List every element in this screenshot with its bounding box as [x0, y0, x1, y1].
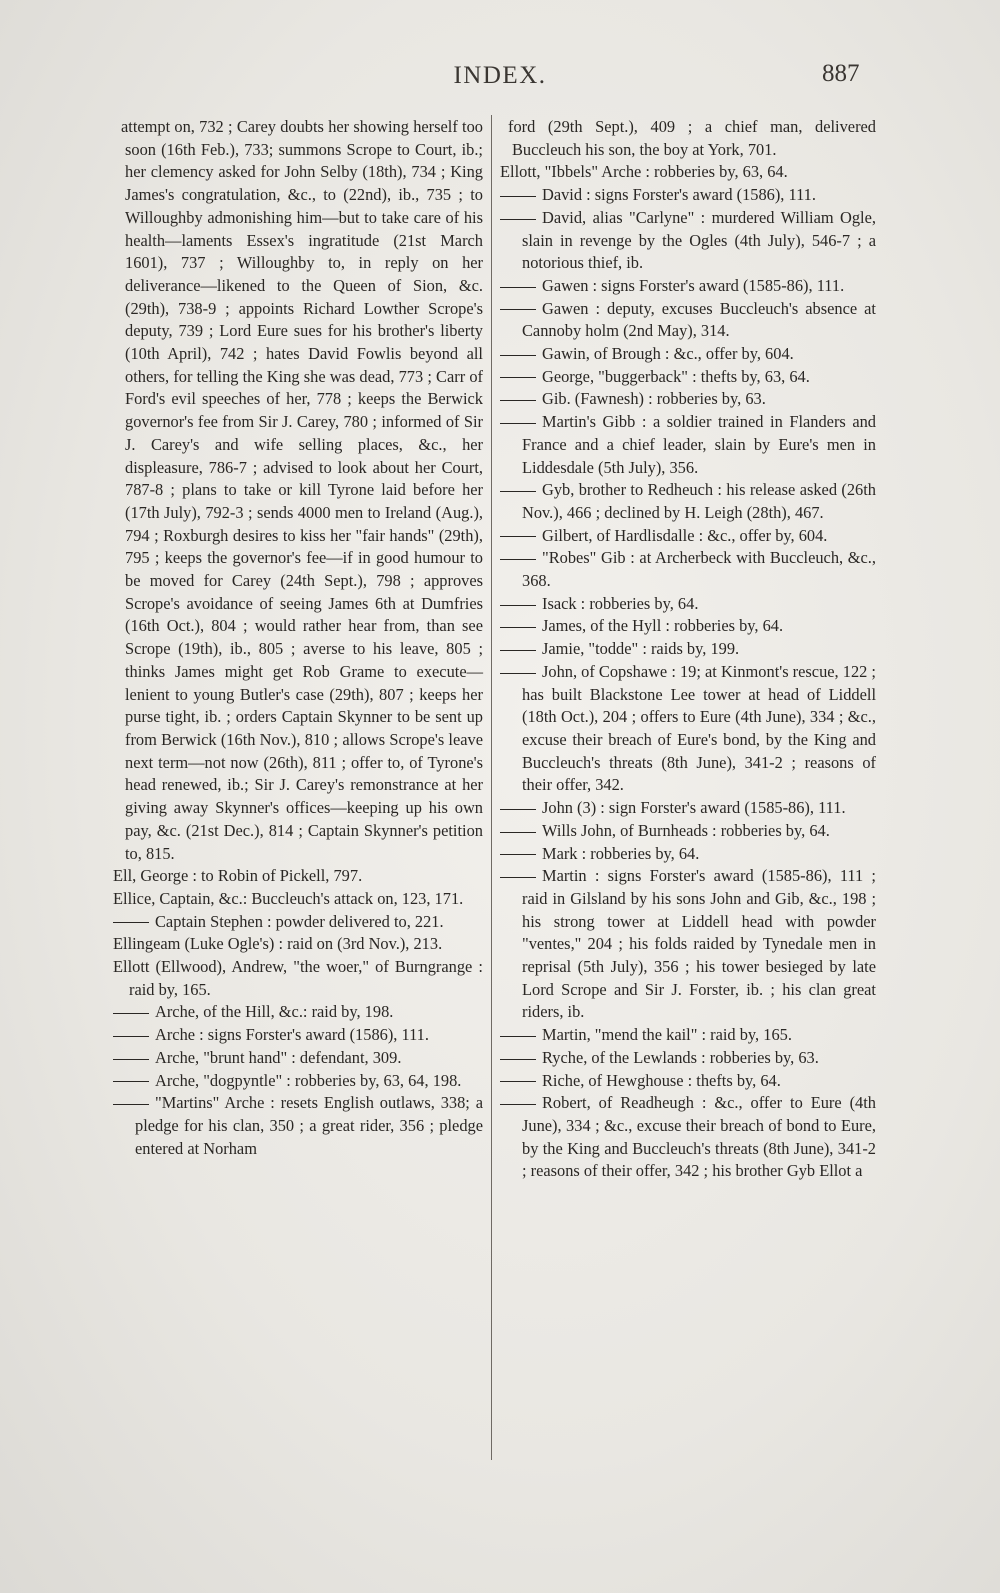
entry-text: Ellingeam (Luke Ogle's) : raid on (3rd Nov.), 213. [113, 934, 443, 954]
index-subentry [500, 525, 876, 548]
ditto-dash [500, 854, 536, 855]
ditto-dash [113, 1104, 149, 1105]
entry-text: Mark : robberies by, 64. [542, 843, 700, 863]
ditto-dash [500, 1081, 536, 1082]
index-entry [113, 933, 483, 956]
ditto-dash [500, 1104, 536, 1105]
index-subentry [500, 1047, 876, 1070]
ditto-dash [500, 1036, 536, 1037]
entry-text: Arche : signs Forster's award (1586), 111. [155, 1025, 429, 1045]
ditto-dash [500, 377, 536, 378]
index-subentry [500, 547, 876, 592]
entry-text: Arche, "dogpyntle" : robberies by, 63, 64, 198. [155, 1070, 462, 1090]
index-entry-continuation [500, 116, 876, 161]
ditto-dash [500, 673, 536, 674]
entry-text: David : signs Forster's award (1586), 111. [542, 185, 816, 205]
entry-text: John (3) : sign Forster's award (1585-86), 111. [542, 798, 846, 818]
entry-text: Martin : signs Forster's award (1585-86), 111 ; raid in Gilsland by his sons John and Gib, &c., 198 ; his strong tower at Liddell head with powder "ventes," 204 ; his folds raided by Tynedale men in reprisal (5th July), 356 ; his tower besieged by late Lord Scrope and Sir J. Forster, ib. ; his clan great riders, ib. [522, 866, 876, 1022]
ditto-dash [113, 1013, 149, 1014]
ditto-dash [500, 536, 536, 537]
index-subentry [500, 593, 876, 616]
entry-text: Wills John, of Burnheads : robberies by, 64. [542, 820, 830, 840]
index-subentry [113, 911, 483, 934]
ditto-dash [500, 1059, 536, 1060]
index-subentry [500, 1092, 876, 1183]
index-subentry [500, 1070, 876, 1093]
entry-text: Gib. (Fawnesh) : robberies by, 63. [542, 389, 766, 409]
page-number: 887 [822, 60, 860, 87]
index-subentry [500, 638, 876, 661]
ditto-dash [500, 287, 536, 288]
entry-text: Jamie, "todde" : raids by, 199. [542, 639, 740, 659]
index-subentry [500, 275, 876, 298]
index-subentry [500, 184, 876, 207]
index-entry [113, 865, 483, 888]
index-subentry [113, 1047, 483, 1070]
entry-text: James, of the Hyll : robberies by, 64. [542, 616, 784, 636]
entry-text: George, "buggerback" : thefts by, 63, 64. [542, 366, 810, 386]
index-subentry [500, 615, 876, 638]
entry-text: Martin's Gibb : a soldier trained in Flanders and France and a chief leader, slain by Eure's men in Liddesdale (5th July), 356. [522, 412, 876, 477]
entry-text: Isack : robberies by, 64. [542, 593, 699, 613]
index-subentry [500, 388, 876, 411]
index-subentry [113, 1001, 483, 1024]
entry-text: Gyb, brother to Redheuch : his release asked (26th Nov.), 466 ; declined by H. Leigh (28th), 467. [522, 480, 876, 522]
ditto-dash [500, 219, 536, 220]
right-column [500, 116, 876, 1183]
ditto-dash [500, 832, 536, 833]
index-subentry [500, 479, 876, 524]
index-subentry [500, 1024, 876, 1047]
entry-text: Ryche, of the Lewlands : robberies by, 63. [542, 1047, 819, 1067]
entry-text: attempt on, 732 ; Carey doubts her showing herself too soon (16th Feb.), 733; summons Scrope to Court, ib.; her clemency asked for John Selby (18th), 734 ; King James's congratulation, &c., to (22nd), ib., 735 ; to Willoughby admonishing him—but to take care of his health—laments Essex's ingratitude (21st March 1601), 737 ; Willoughby to, in reply on her deliverance—likened to the Queen of Sion, &c. (29th), 738-9 ; appoints Richard Lowther Scrope's deputy, 739 ; Lord Eure sues for his brother's liberty (10th April), 742 ; hates David Fowlis beyond all others, for telling the King she was dead, 773 ; Carr of Ford's evil speeches of her, 778 ; keeps the Berwick governor's fee from Sir J. Carey, 780 ; informed of Sir J. Carey's and wife selling places, &c., her displeasure, 786-7 ; advised to look about her Court, 787-8 ; plans to take or kill Tyrone laid before her (17th July), 792-3 ; sends 4000 men to Ireland (Aug.), 794 ; Roxburgh desires to kiss her "fair hands" (29th), 795 ; keeps the governor's fee—if in good humour to be moved for Carey (24th Sept.), 798 ; approves Scrope's avoidance of seeing James 6th at Dumfries (16th Oct.), 804 ; would rather hear from, than see Scrope (19th), ib., 805 ; averse to his leave, 805 ; thinks James might get Rob Grame to execute—lenient to young Butler's case (29th), 807 ; keeps her purse tight, ib. ; orders Captain Skynner to be sent up from Berwick (16th Nov.), 810 ; allows Scrope's leave next term—not now (26th), 811 ; offer to, of Tyrone's head renewed, ib.; Sir J. Carey's remonstrance at her giving away Skynner's offices—keeping up his own pay, &c. (21st Dec.), 814 ; Captain Skynner's petition to, 815. [121, 117, 483, 863]
ditto-dash [113, 1059, 149, 1060]
index-entry [113, 888, 483, 911]
ditto-dash [500, 196, 536, 197]
index-subentry [500, 207, 876, 275]
index-subentry [500, 797, 876, 820]
entry-text: Arche, of the Hill, &c.: raid by, 198. [155, 1002, 394, 1022]
entry-text: "Martins" Arche : resets English outlaws, 338; a pledge for his clan, 350 ; a great rider, 356 ; pledge entered at Norham [135, 1093, 483, 1158]
index-subentry [113, 1092, 483, 1160]
entry-text: Robert, of Readheugh : &c., offer to Eure (4th June), 334 ; &c., excuse their breach of bond to Eure, by the King and Buccleuch's threats (8th June), 341-2 ; reasons of their offer, 342 ; his brother Gyb Ellot a [522, 1093, 876, 1181]
ditto-dash [500, 309, 536, 310]
entry-text: Riche, of Hewghouse : thefts by, 64. [542, 1070, 781, 1090]
entry-text: Gawin, of Brough : &c., offer by, 604. [542, 344, 794, 364]
ditto-dash [113, 922, 149, 923]
index-subentry [500, 865, 876, 1024]
entry-text: David, alias "Carlyne" : murdered William Ogle, slain in revenge by the Ogles (4th July), 546-7 ; a notorious thief, ib. [522, 207, 876, 273]
index-subentry [113, 1024, 483, 1047]
ditto-dash [113, 1081, 149, 1082]
index-entry [500, 161, 876, 184]
running-title: INDEX. [453, 62, 547, 89]
index-subentry [500, 411, 876, 479]
ditto-dash [500, 877, 536, 878]
entry-text: Gilbert, of Hardlisdalle : &c., offer by, 604. [542, 525, 828, 545]
entry-text: "Robes" Gib : at Archerbeck with Buccleuch, &c., 368. [522, 548, 876, 591]
entry-text: Gawen : signs Forster's award (1585-86), 111. [542, 275, 845, 295]
entry-text: Ell, George : to Robin of Pickell, 797. [113, 866, 363, 886]
ditto-dash [500, 650, 536, 651]
entry-text: Ellott (Ellwood), Andrew, "the woer," of Burngrange : raid by, 165. [113, 957, 483, 999]
ditto-dash [500, 605, 536, 606]
ditto-dash [500, 809, 536, 810]
index-subentry [500, 843, 876, 866]
ditto-dash [500, 400, 536, 401]
column-divider [491, 115, 492, 1460]
index-subentry [500, 366, 876, 389]
entry-text: Ellott, "Ibbels" Arche : robberies by, 63, 64. [500, 162, 788, 182]
entry-text: Ellice, Captain, &c.: Buccleuch's attack on, 123, 171. [113, 888, 464, 908]
index-subentry [500, 820, 876, 843]
ditto-dash [500, 355, 536, 356]
entry-text: ford (29th Sept.), 409 ; a chief man, delivered Buccleuch his son, the boy at York, 701. [508, 117, 876, 159]
entry-text: John, of Copshawe : 19; at Kinmont's rescue, 122 ; has built Blackstone Lee tower at head of Liddell (18th Oct.), 204 ; offers to Eure (4th June), 334 ; &c., excuse their breach of Eure's bond, by the King and Buccleuch's threats (8th June), 341-2 ; reasons of their offer, 342. [522, 661, 876, 795]
ditto-dash [500, 491, 536, 492]
index-entry-continuation [113, 116, 483, 865]
entry-text: Gawen : deputy, excuses Buccleuch's absence at Cannoby holm (2nd May), 314. [522, 298, 876, 341]
index-entry [113, 956, 483, 1001]
index-subentry [500, 343, 876, 366]
index-subentry [500, 298, 876, 343]
entry-text: Martin, "mend the kail" : raid by, 165. [542, 1025, 792, 1045]
index-subentry [500, 661, 876, 797]
ditto-dash [500, 423, 536, 424]
ditto-dash [113, 1036, 149, 1037]
ditto-dash [500, 559, 536, 560]
entry-text: Arche, "brunt hand" : defendant, 309. [155, 1047, 402, 1067]
ditto-dash [500, 627, 536, 628]
left-column [113, 116, 483, 1160]
index-subentry [113, 1070, 483, 1093]
entry-text: Captain Stephen : powder delivered to, 221. [155, 911, 444, 931]
